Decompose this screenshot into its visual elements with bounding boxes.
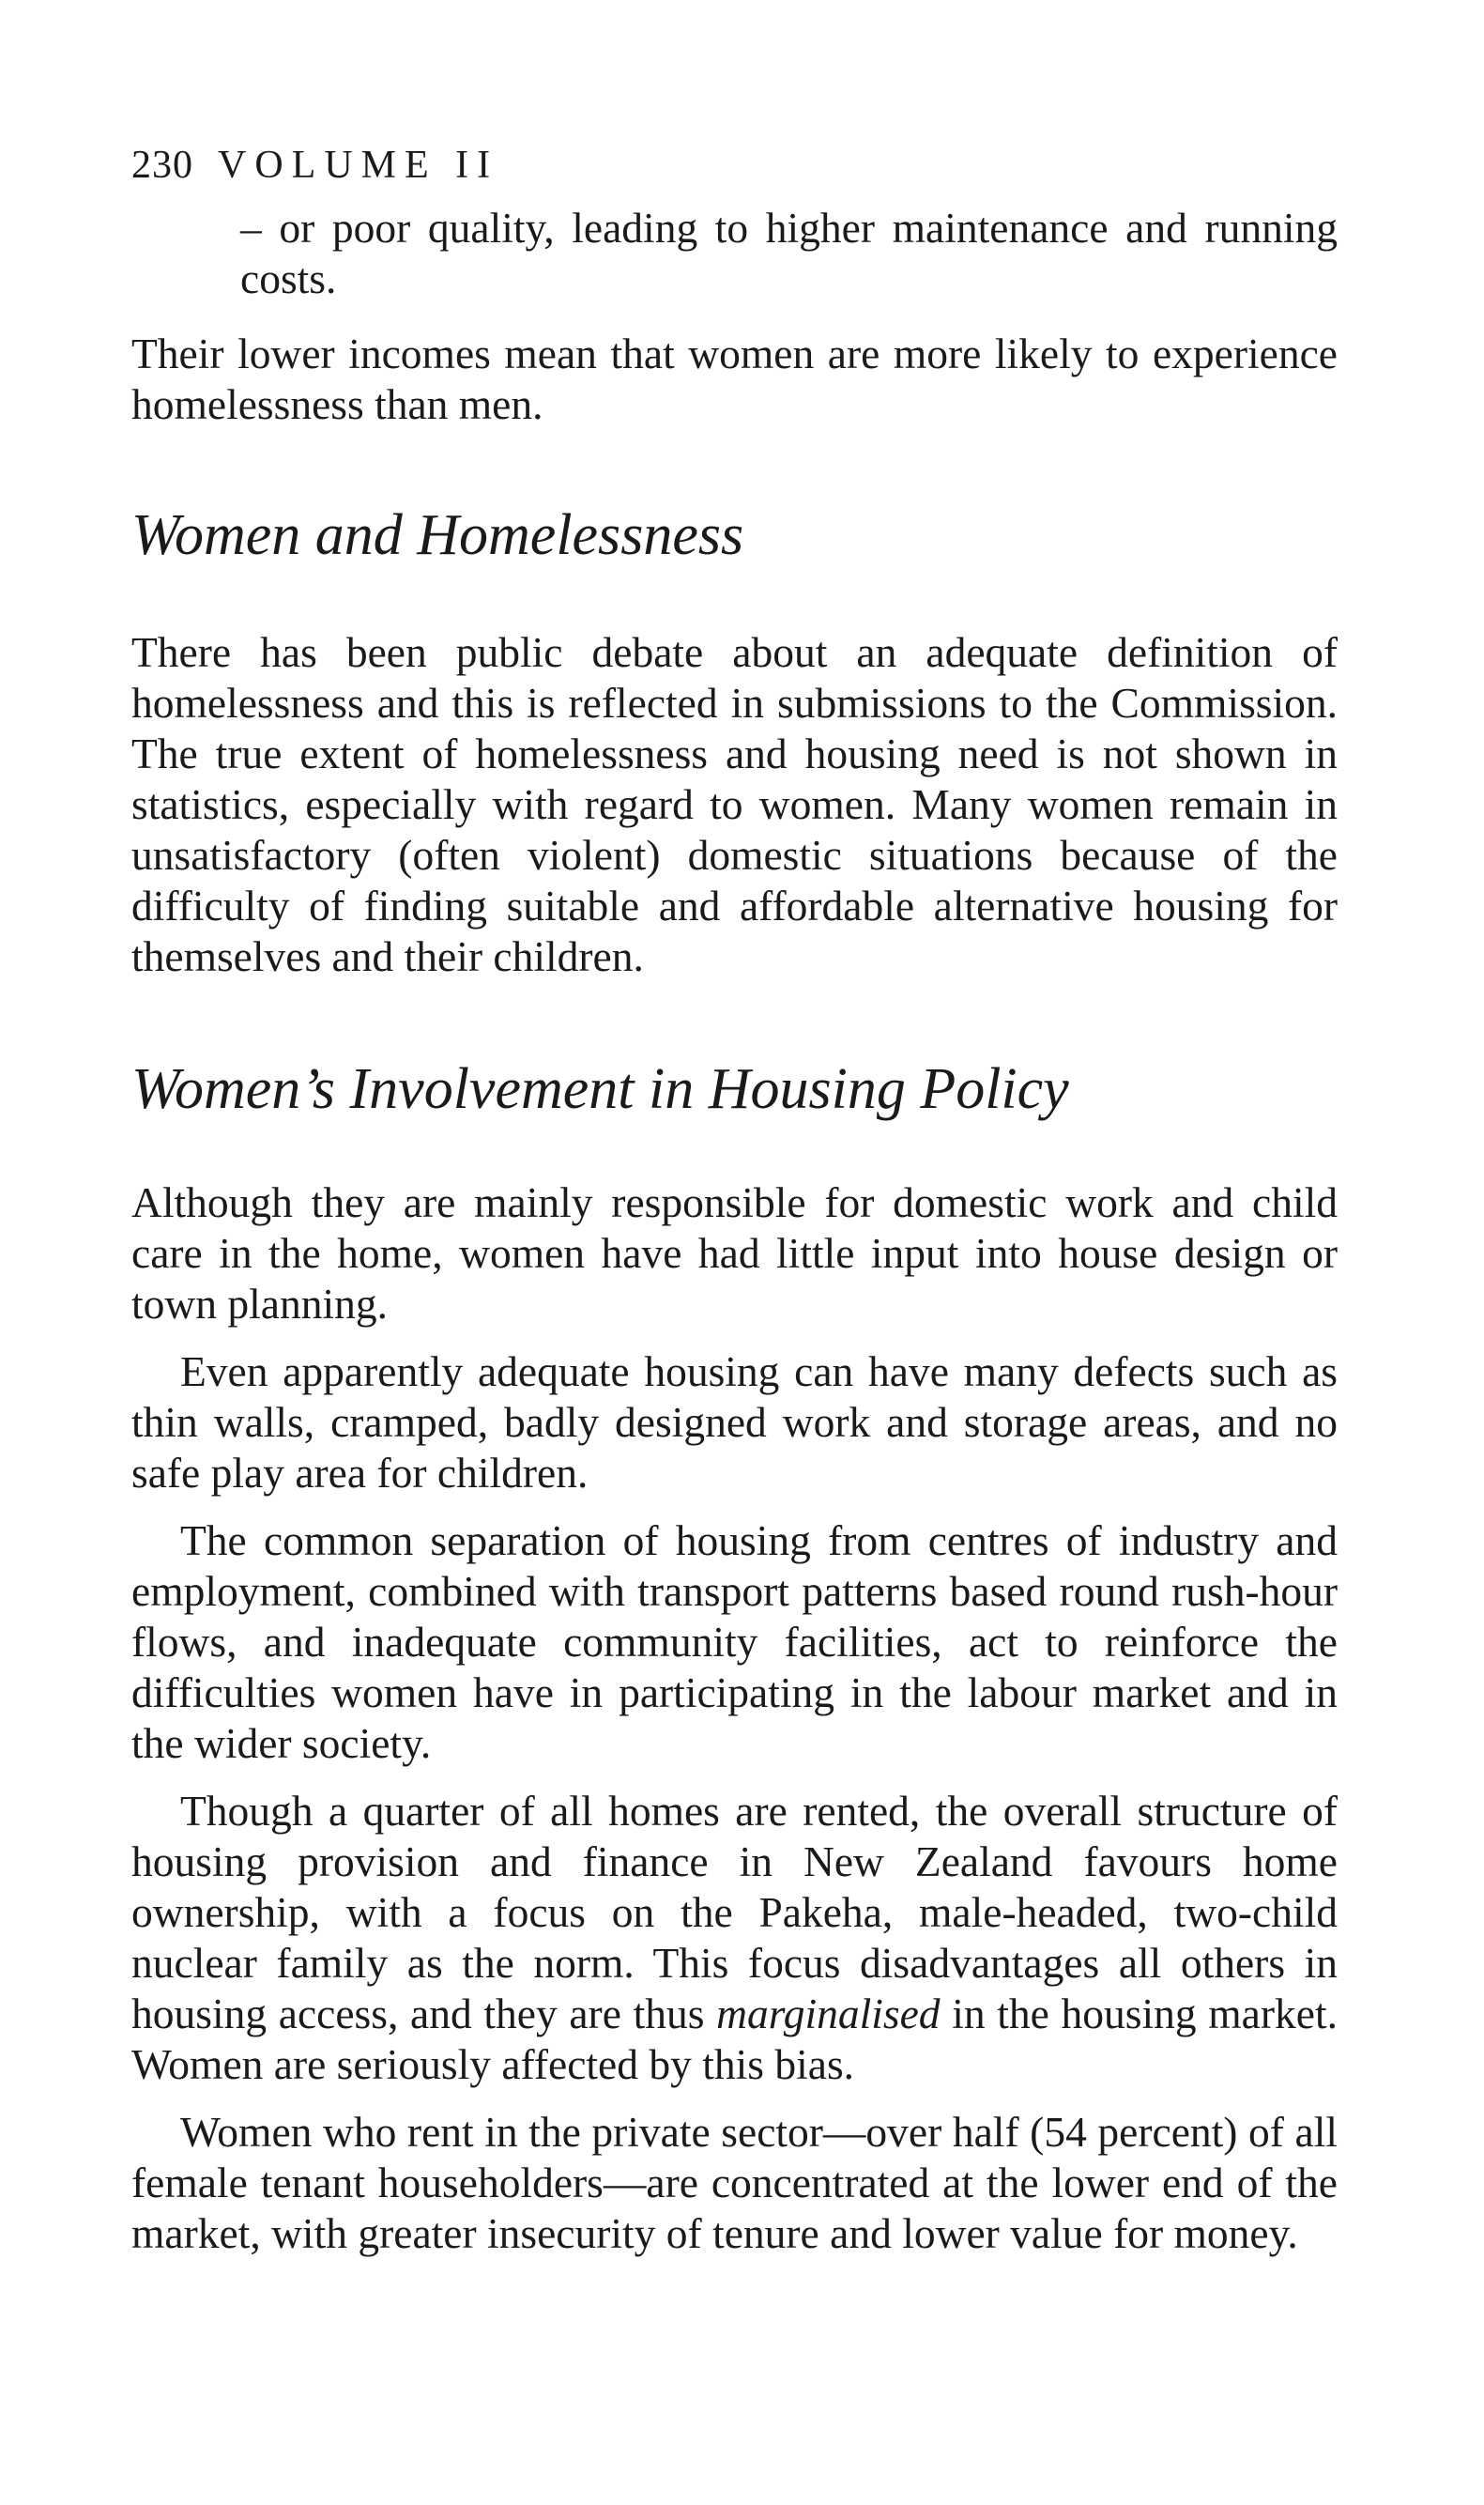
bullet-item: – or poor quality, leading to higher maintenance and running costs.	[240, 204, 1338, 302]
emphasis-marginalised: marginalised	[716, 1990, 941, 2037]
policy-paragraph-5: Women who rent in the private sector—over half (54 percent) of all female tenant householders—are concentrated at the lower end of the market, with greater insecurity of tenure and lower value for money.	[131, 2108, 1338, 2257]
homelessness-paragraph: There has been public debate about an adequate definition of homelessness and this is reflected in submissions to the Commission. The true extent of homelessness and housing need is not shown in statistics, especially with regard to women. Many women remain in unsatisfactory (often violent) domestic situations because of the difficulty of finding suitable and affordable alternative housing for themselves and their children.	[131, 628, 1338, 980]
policy-paragraph-4	[131, 1786, 1338, 2090]
policy-paragraph-4-end: in the housing market. Women are seriously affected by this bias.	[131, 1990, 1338, 2088]
policy-paragraph-3: The common separation of housing from centres of industry and employment, combined with transport patterns based round rush-hour flows, and inadequate community facilities, act to reinforce the difficulties women have in participating in the labour market and in the wider society.	[131, 1516, 1338, 1767]
intro-paragraph: Their lower incomes mean that women are more likely to experience homelessness than men.	[131, 330, 1338, 428]
section-heading-homelessness: Women and Homelessness	[131, 503, 744, 567]
policy-paragraph-2: Even apparently adequate housing can have many defects such as thin walls, cramped, badly designed work and storage areas, and no safe play area for children.	[131, 1347, 1338, 1497]
volume-label: VOLUME II	[218, 144, 499, 187]
page-number: 230	[131, 144, 193, 187]
running-head	[131, 141, 1338, 190]
book-page	[131, 141, 1338, 2259]
section-heading-housing-policy: Women’s Involvement in Housing Policy	[131, 1057, 1069, 1121]
policy-paragraph-4-start: Though a quarter of all homes are rented, the overall structure of housing provision and finance in New Zealand favours home ownership, with a focus on the Pakeha, male-headed, two-child nuclear family as the norm. This focus disadvantages all others in housing access, and they are thus	[131, 1787, 1338, 2037]
policy-paragraph-1: Although they are mainly responsible for domestic work and child care in the home, women have had little input into house design or town planning.	[131, 1178, 1338, 1328]
